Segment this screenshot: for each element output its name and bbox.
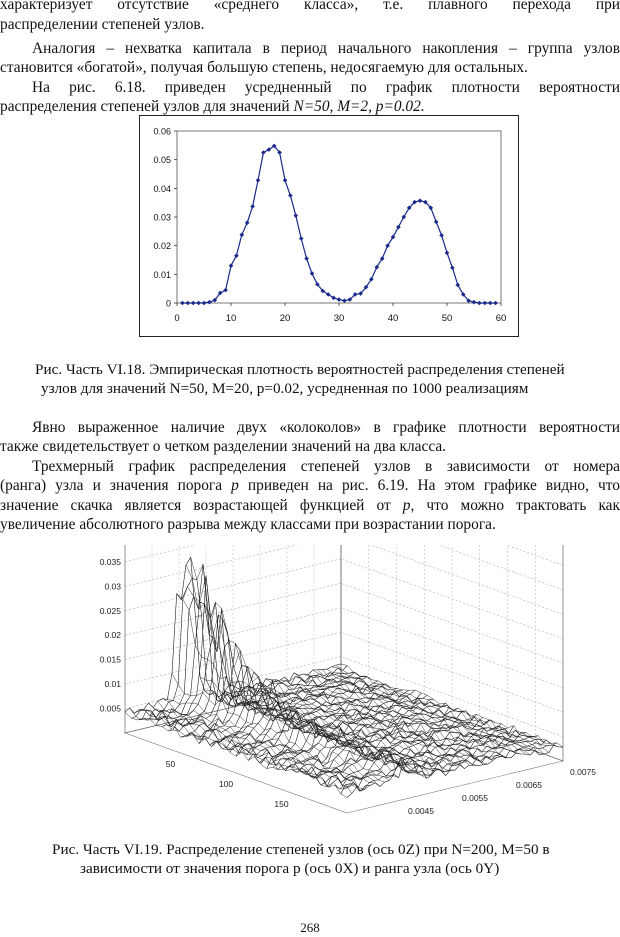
y-tick-label: 0.05 <box>153 155 171 166</box>
data-point <box>180 301 185 306</box>
body-text-line: Явно выраженное наличие двух «колоколов» в графике плотности вероятности <box>32 419 620 436</box>
x-tick-label: 0 <box>174 313 180 324</box>
data-point <box>342 298 347 303</box>
body-text-line: На рис. 6.18. приведен усредненный по график плотности вероятности <box>32 79 620 96</box>
data-point <box>288 193 293 198</box>
data-point <box>256 178 261 183</box>
data-point <box>294 213 299 218</box>
mesh-line <box>285 677 507 758</box>
axes <box>174 131 501 306</box>
data-point <box>434 220 439 225</box>
y-tick-label: 0.04 <box>153 183 171 194</box>
x-tick-label: 10 <box>225 313 237 324</box>
data-point <box>186 301 191 306</box>
plot-area <box>177 131 501 303</box>
data-point <box>299 236 304 241</box>
text-span-italic: p <box>231 477 239 494</box>
data-point <box>396 225 401 230</box>
data-point <box>472 300 477 305</box>
surface-mesh <box>125 557 563 797</box>
text-span-italic: p <box>402 497 411 514</box>
data-point <box>477 301 482 306</box>
y-tick-label: 0.02 <box>153 241 171 252</box>
body-text-line: также свидетельствует о четком разделении значений на два класса. <box>0 438 447 455</box>
z-tick-label: 0.015 <box>99 654 121 665</box>
x-tick-label: 60 <box>495 313 507 324</box>
y-tick-labels <box>166 759 345 815</box>
data-point <box>245 220 250 225</box>
x-tick-label: 0.0075 <box>570 767 596 777</box>
x-tick-labels <box>354 767 596 815</box>
x-tick-label: 40 <box>387 313 399 324</box>
y-tick-label: 0.03 <box>153 212 171 223</box>
z-tick-label: 0.035 <box>99 556 121 567</box>
body-text-line <box>0 496 620 516</box>
y-tick-label: 100 <box>218 779 234 789</box>
text-span: (ранга) узла и значения порога <box>0 477 232 494</box>
figure-18-caption-line1: Рис. Часть VI.18. Эмпирическая плотность вероятностей распределения степеней <box>35 361 565 378</box>
z-tick-label: 0.01 <box>104 679 121 690</box>
data-point <box>191 301 196 306</box>
x-tick-label: 50 <box>441 313 453 324</box>
figure-18-caption-line2: узлов для значений N=50, M=20, p=0.02, усредненная по 1000 реализациям <box>41 380 529 397</box>
text-span: значение скачка является возрастающей функцией от <box>0 497 403 514</box>
y-tick-label: 0 <box>165 298 171 309</box>
data-point <box>304 256 309 261</box>
body-text-line: распределении степеней узлов. <box>0 16 205 33</box>
z-tick-label: 0.025 <box>99 605 121 616</box>
text-span: , что можно трактовать как <box>410 497 620 514</box>
text-span: приведен на рис. 6.19. На этом графике видно, что <box>238 477 620 494</box>
data-point <box>234 253 239 258</box>
body-text-line: характеризует отсутствие «среднего класса», т.е. плавного перехода при <box>0 0 620 13</box>
body-text-line <box>0 476 620 496</box>
figure-19-surface-chart <box>85 545 605 815</box>
z-grid-line <box>125 559 563 639</box>
z-tick-labels <box>100 545 122 714</box>
y-tick-label: 0.01 <box>153 269 171 280</box>
figure-19-caption-line2: зависимости от значения порога р (ось 0X) и ранга узла (ось 0Y) <box>80 860 500 877</box>
z-grid-line <box>125 545 563 614</box>
data-point <box>223 288 228 293</box>
y-tick-label: 150 <box>274 799 289 809</box>
x-tick-label: 20 <box>279 313 291 324</box>
y-tick-labels <box>153 127 171 309</box>
y-tick-label: 0.06 <box>153 126 171 137</box>
series-line <box>182 146 495 303</box>
data-point <box>250 204 255 209</box>
data-point <box>283 178 288 183</box>
mesh-line <box>336 665 558 747</box>
z-grid-line <box>125 583 563 663</box>
data-point <box>240 232 245 237</box>
data-point <box>202 301 207 306</box>
z-grid-line <box>125 545 563 565</box>
mesh-line <box>144 709 366 791</box>
z-grid-line <box>125 545 563 590</box>
data-point <box>196 301 201 306</box>
page-number: 268 <box>300 920 320 935</box>
x-tick-label: 30 <box>333 313 345 324</box>
data-point <box>445 251 450 256</box>
data-point <box>310 271 315 276</box>
x-tick-labels <box>174 313 506 324</box>
data-point <box>229 263 234 268</box>
x-tick-label: 0.0055 <box>462 793 488 803</box>
z-tick-label: 0.02 <box>104 630 121 641</box>
y-tick-label: 50 <box>165 759 176 769</box>
body-text-line: увеличение абсолютного разрыва между классами при возрастании порога. <box>0 516 496 533</box>
body-text-line: Трехмерный график распределения степеней узлов в зависимости от номера <box>32 458 620 475</box>
data-point <box>337 297 342 302</box>
data-point <box>493 301 498 306</box>
text-span-italic: N=50, M=2, p=0.02. <box>293 98 425 115</box>
data-point <box>450 265 455 270</box>
data-point <box>418 198 423 203</box>
figure-18-chart <box>139 115 519 337</box>
z-tick-label: 0.03 <box>104 581 121 592</box>
body-text-line <box>0 97 425 117</box>
mesh-line <box>131 579 347 719</box>
x-tick-label: 0.0045 <box>408 806 434 815</box>
body-text-line: Аналогия – нехватка капитала в период начального накопления – группа узлов <box>32 40 620 57</box>
data-point <box>456 283 461 288</box>
data-point <box>439 233 444 238</box>
text-span: распределения степеней узлов для значений <box>0 98 294 115</box>
data-point <box>483 301 488 306</box>
figure-19-caption-line1: Рис. Часть VI.19. Распределение степеней узлов (ось 0Z) при N=200, M=50 в <box>52 841 550 858</box>
z-tick-label: 0.005 <box>99 703 121 714</box>
data-point <box>207 300 212 305</box>
data-point <box>261 150 266 155</box>
body-text-line: становится «богатой», получая большую степень, недосягаемую для остальных. <box>0 59 528 76</box>
data-point <box>488 301 493 306</box>
x-tick-label: 0.0065 <box>516 780 542 790</box>
